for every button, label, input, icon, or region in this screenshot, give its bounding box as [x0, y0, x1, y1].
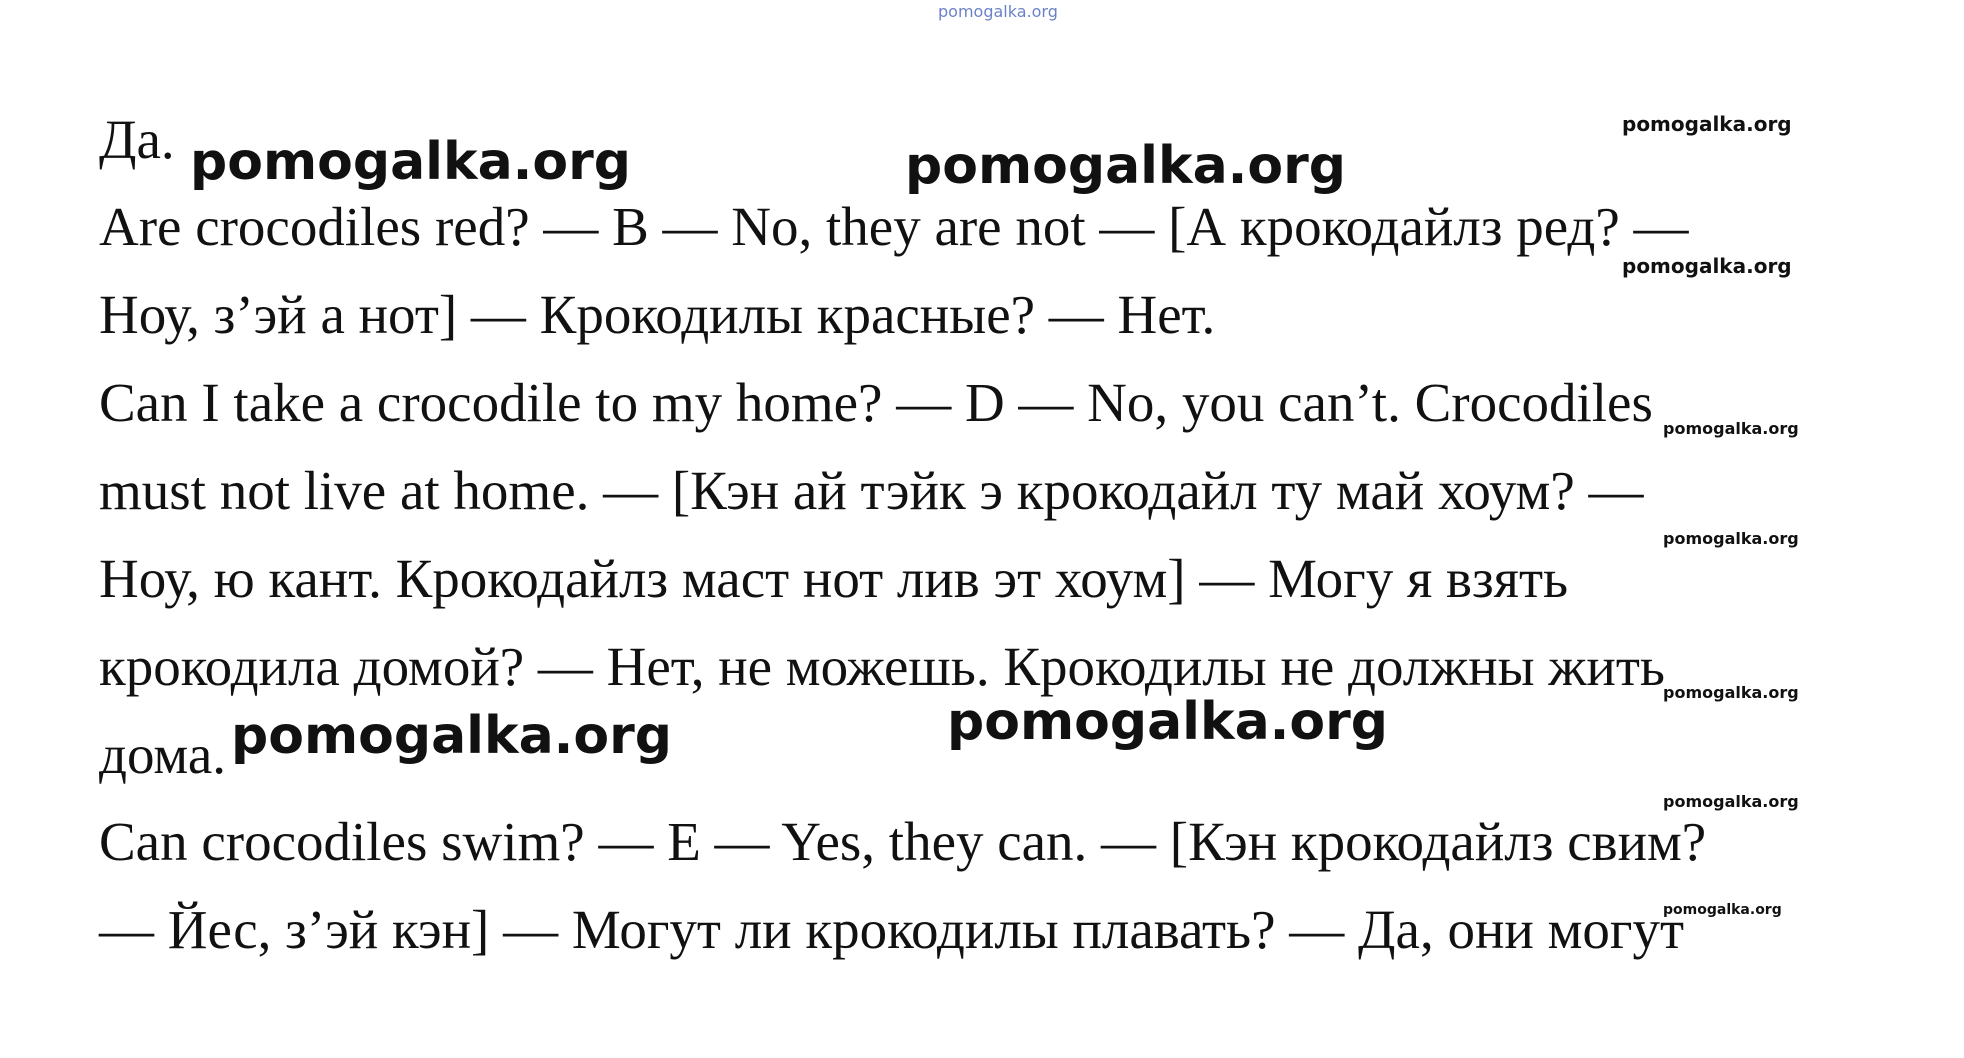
- watermark-large-3: pomogalka.org: [231, 706, 673, 766]
- watermark-large-4: pomogalka.org: [947, 692, 1389, 752]
- watermark-small-5: pomogalka.org: [1663, 902, 1782, 918]
- watermark-large-2: pomogalka.org: [905, 136, 1347, 196]
- watermark-small-3: pomogalka.org: [1663, 683, 1799, 702]
- text-line-9: Can crocodiles swim? — E — Yes, they can. — [Кэн крокодайлз свим?: [99, 811, 1707, 872]
- watermark-small-2: pomogalka.org: [1663, 529, 1799, 548]
- watermark-top: pomogalka.org: [938, 2, 1058, 21]
- watermark-small-4: pomogalka.org: [1663, 792, 1799, 811]
- text-line-8: дома.: [99, 724, 227, 785]
- watermark-large-1: pomogalka.org: [190, 132, 632, 192]
- watermark-small-1: pomogalka.org: [1663, 419, 1799, 438]
- text-line-3: Ноу, з’эй а нот] — Крокодилы красные? — Нет.: [99, 284, 1216, 345]
- text-line-4: Can I take a crocodile to my home? — D — No, you can’t. Crocodiles: [99, 372, 1653, 433]
- text-line-7: крокодила домой? — Нет, не можешь. Крокодилы не должны жить: [99, 636, 1665, 697]
- watermark-right-1: pomogalka.org: [1622, 112, 1792, 136]
- text-line-2: Are crocodiles red? — B — No, they are not — [А крокодайлз ред? —: [99, 196, 1689, 257]
- text-line-1: Да.: [99, 109, 175, 170]
- text-line-5: must not live at home. — [Кэн ай тэйк э крокодайл ту май хоум? —: [99, 460, 1644, 521]
- text-line-10: — Йес, з’эй кэн] — Могут ли крокодилы плавать? — Да, они могут: [99, 899, 1684, 960]
- text-line-6: Ноу, ю кант. Крокодайлз маст нот лив эт хоум] — Могу я взять: [99, 548, 1569, 609]
- watermark-right-2: pomogalka.org: [1622, 254, 1792, 278]
